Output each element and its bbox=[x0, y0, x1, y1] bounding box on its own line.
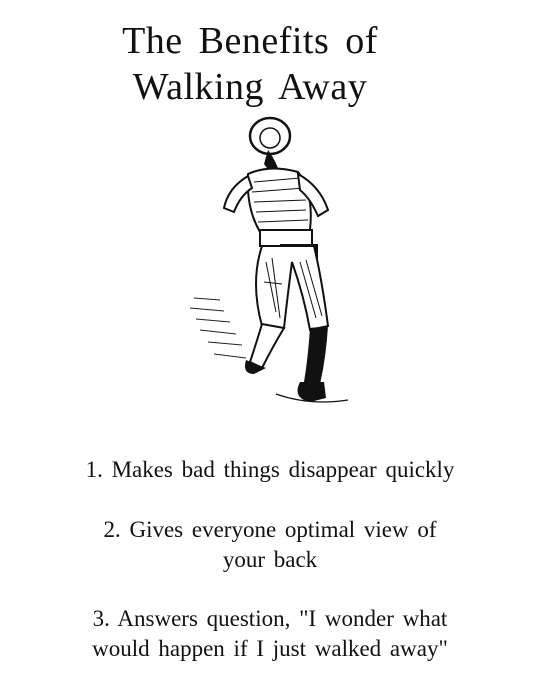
list-item-line-2: your back bbox=[222, 547, 318, 572]
walking-man-illustration-icon bbox=[180, 112, 360, 412]
list-item-line-2: would happen if I just walked away" bbox=[92, 636, 448, 661]
list-item-line-1: 3. Answers question, "I wonder what bbox=[92, 606, 448, 631]
list-item bbox=[20, 604, 520, 664]
list-item bbox=[20, 455, 520, 485]
page-title bbox=[60, 18, 440, 110]
list-item-text: 1. Makes bad things disappear quickly bbox=[85, 457, 455, 482]
list-item-line-1: 2. Gives everyone optimal view of bbox=[103, 517, 437, 542]
list-item bbox=[20, 515, 520, 575]
title-line-1: The Benefits of bbox=[122, 20, 378, 62]
title-line-2: Walking Away bbox=[132, 66, 368, 108]
